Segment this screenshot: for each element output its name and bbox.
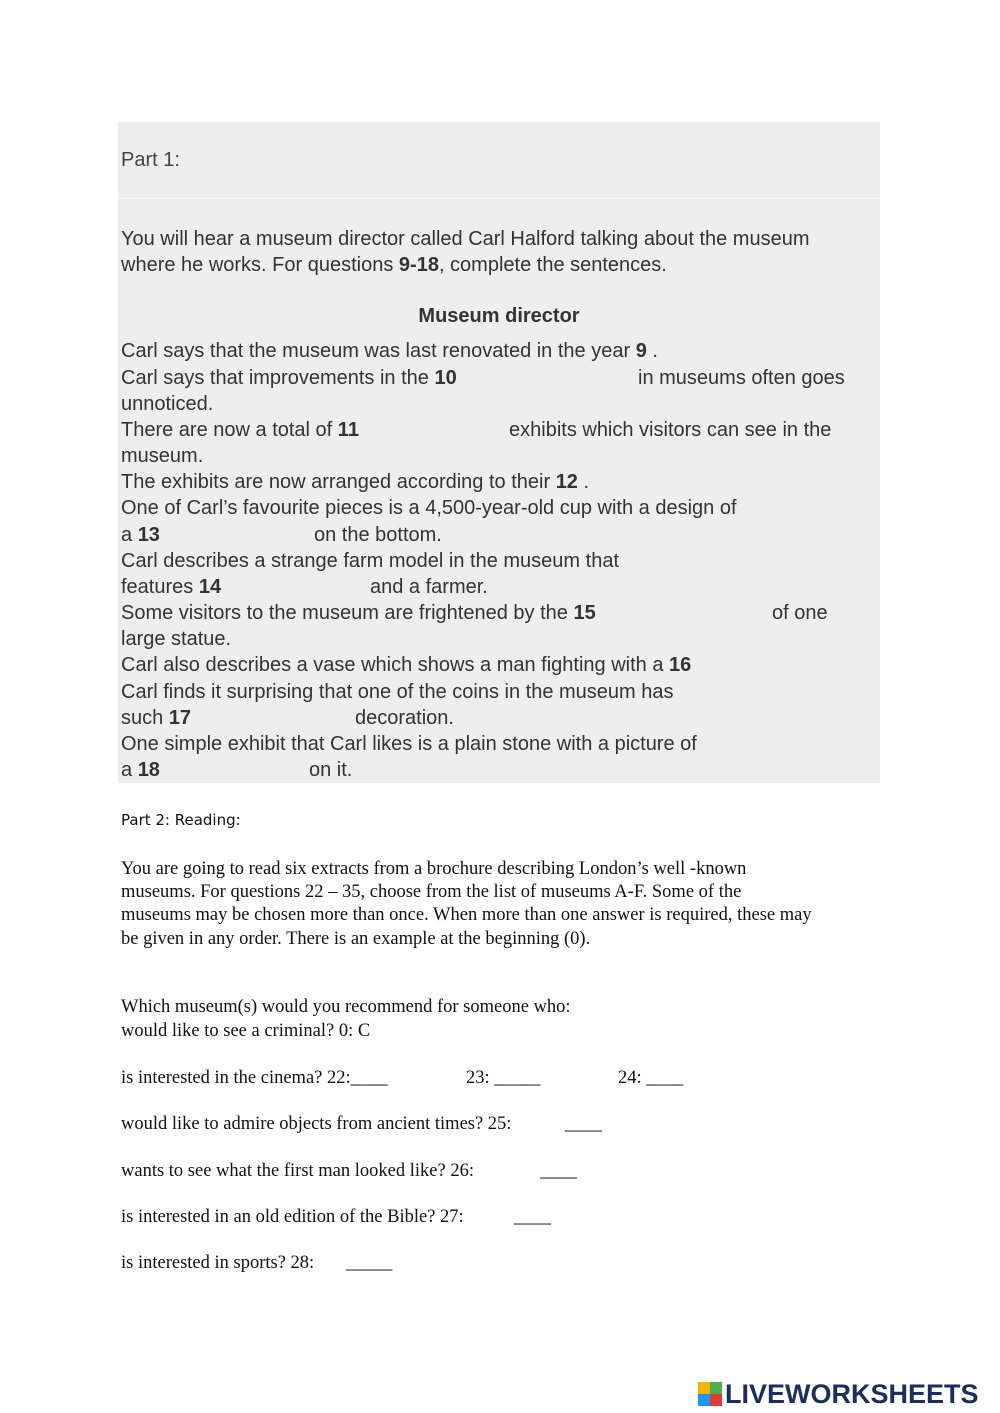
sentence-15-cont: large statue.: [121, 628, 232, 650]
sentence-18: a 18: [121, 759, 160, 781]
question-23-blank[interactable]: 23: _____: [466, 1068, 541, 1088]
logo-text: LIVEWORKSHEETS: [725, 1378, 979, 1409]
question-28-blank[interactable]: _____: [346, 1253, 393, 1273]
example-question: would like to see a criminal? 0: C: [121, 1021, 371, 1041]
question-sports: is interested in sports? 28:: [121, 1253, 315, 1273]
part1-instructions-line1: You will hear a museum director called Carl Halford talking about the museum: [121, 228, 810, 250]
sentence-14: features 14: [121, 576, 222, 598]
question-24-blank[interactable]: 24: ____: [618, 1068, 684, 1088]
liveworksheets-logo: [698, 1378, 979, 1410]
part2-label: Part 2: Reading:: [121, 811, 241, 829]
part2-instructions-line2: museums. For questions 22 – 35, choose from the list of museums A-F. Some of the: [121, 882, 742, 902]
sentence-11-after: exhibits which visitors can see in the: [509, 419, 832, 441]
sentence-14-line1: Carl describes a strange farm model in the museum that: [121, 550, 619, 572]
sentence-15-after: of one: [772, 602, 828, 624]
sentence-10-after: in museums often goes: [638, 367, 845, 389]
sentence-17: such 17: [121, 707, 192, 729]
sentence-17-line1: Carl finds it surprising that one of the coins in the museum has: [121, 681, 674, 703]
question-ancient: would like to admire objects from ancient times? 25:: [121, 1114, 512, 1134]
part2-instructions-line4: be given in any order. There is an example at the beginning (0).: [121, 929, 591, 949]
part2-instructions-line1: You are going to read six extracts from a brochure describing London’s well -known: [121, 859, 747, 879]
sentence-10: Carl says that improvements in the 10: [121, 367, 457, 389]
sentence-18-line1: One simple exhibit that Carl likes is a plain stone with a picture of: [121, 733, 697, 755]
sentence-16: Carl also describes a vase which shows a man fighting with a 16: [121, 654, 692, 676]
sentence-13: a 13: [121, 524, 160, 546]
sentence-11-cont: museum.: [121, 445, 204, 467]
part1-instructions-line2: where he works. For questions 9-18, complete the sentences.: [121, 254, 667, 276]
question-26-blank[interactable]: ____: [540, 1161, 577, 1181]
sentence-10-cont: unnoticed.: [121, 393, 214, 415]
sentence-13-line1: One of Carl’s favourite pieces is a 4,500-year-old cup with a design of: [121, 497, 737, 519]
sentence-11: There are now a total of 11: [121, 419, 359, 441]
museum-director-heading: Museum director: [418, 305, 580, 327]
question-25-blank[interactable]: ____: [565, 1114, 602, 1134]
question-first-man: wants to see what the first man looked like? 26:: [121, 1161, 474, 1181]
sentence-12: The exhibits are now arranged according to their 12 .: [121, 471, 590, 493]
sentence-9: Carl says that the museum was last renovated in the year 9 .: [121, 340, 658, 362]
sentence-17-after: decoration.: [355, 707, 454, 729]
question-cinema: is interested in the cinema? 22:____: [121, 1068, 388, 1088]
sentence-14-after: and a farmer.: [370, 576, 488, 598]
part1-title: Part 1:: [121, 149, 180, 171]
sentence-15: Some visitors to the museum are frightened by the 15: [121, 602, 596, 624]
question-intro: Which museum(s) would you recommend for someone who:: [121, 997, 571, 1017]
part2-instructions-line3: museums may be chosen more than once. When more than one answer is required, these may: [121, 905, 812, 925]
sentence-18-after: on it.: [309, 759, 353, 781]
liveworksheets-logo-icon: [698, 1382, 722, 1406]
sentence-13-after: on the bottom.: [314, 524, 442, 546]
question-27-blank[interactable]: ____: [514, 1207, 551, 1227]
question-bible: is interested in an old edition of the Bible? 27:: [121, 1207, 464, 1227]
part1-header: [118, 122, 880, 199]
